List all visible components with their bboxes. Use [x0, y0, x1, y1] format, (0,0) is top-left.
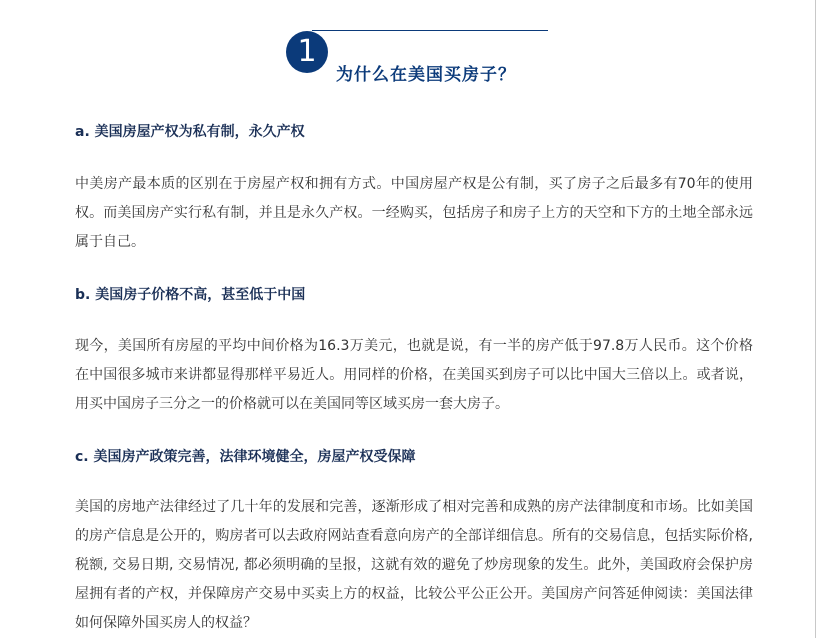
- header-rule: [312, 30, 548, 31]
- page-title: 为什么在美国买房子？: [336, 65, 516, 85]
- paragraph-house-price: 现今，美国所有房屋的平均中间价格为16.3万美元，也就是说，有一半的房产低于97.8万人民币。这个价格在中国很多城市来讲都显得那样平易近人。用同样的价格，在美国买到房子可以比中国大三倍以上。或者说，用买中国房子三分之一的价格就可以在美国同等区域买房一套大房子。: [75, 338, 753, 412]
- paragraph-private-ownership: 中美房产最本质的区别在于房屋产权和拥有方式。中国房屋产权是公有制，买了房子之后最多有70年的使用权。而美国房产实行私有制，并且是永久产权。一经购买，包括房子和房子上方的天空和下方的土地全部永远属于自己。: [75, 176, 753, 250]
- paragraph-legal-protection: 美国的房地产法律经过了几十年的发展和完善，逐渐形成了相对完善和成熟的房产法律制度和市场。比如美国的房产信息是公开的，购房者可以去政府网站查看意向房产的全部详细信息。所有的交易信息，包括实际价格,税额, 交易日期, 交易情况, 都必须明确的呈报，这就有效的避免了炒房现象的发生。此外，美国政府会保护房屋拥有者的产权，并保障房产交易中买卖上方的权益，比较公平公正公开。美国房产问答延伸阅读：美国法律如何保障外国买房人的权益？: [75, 499, 753, 631]
- section-header: [286, 26, 548, 85]
- section-number-badge: 1: [286, 31, 328, 73]
- heading-house-price: b. 美国房子价格不高，甚至低于中国: [75, 287, 306, 303]
- heading-legal-protection: c. 美国房产政策完善，法律环境健全，房屋产权受保障: [75, 449, 416, 465]
- heading-private-ownership: a. 美国房屋产权为私有制，永久产权: [75, 124, 305, 140]
